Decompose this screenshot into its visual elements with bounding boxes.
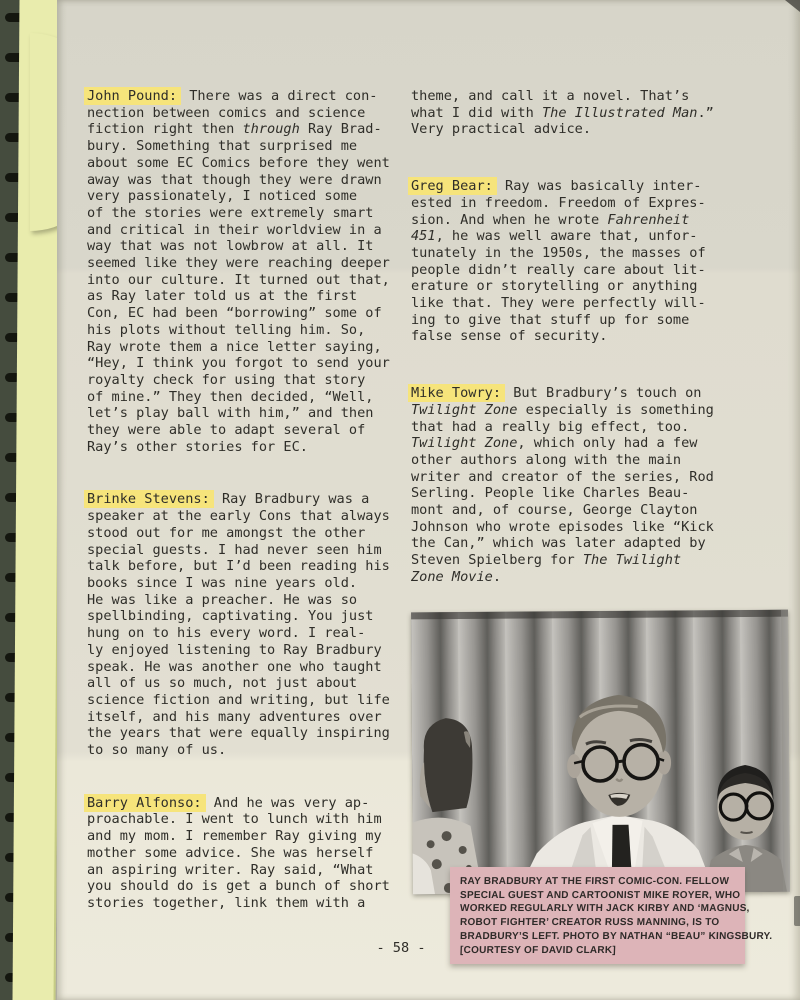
text-line: 451, he was well aware that, unfor-	[411, 228, 698, 245]
text-line: tunately in the 1950s, the masses of	[411, 244, 706, 261]
text-line: into our culture. It turned out that,	[87, 271, 390, 288]
text-line: Con, EC had been “borrowing” some of	[87, 305, 382, 322]
text-line: very passionately, I noticed some	[87, 188, 358, 205]
text-line: sion. And when he wrote Fahrenheit	[411, 211, 690, 228]
text-line: Ray’s other stories for EC.	[87, 438, 308, 455]
text-line: an aspiring writer. Ray said, “What	[87, 861, 374, 878]
text-line: writer and creator of the series, Rod	[411, 468, 714, 485]
scan-corner-artifact	[785, 0, 800, 12]
text-line: royalty check for using that story	[87, 371, 366, 388]
interview-block	[87, 88, 409, 455]
interview-block	[87, 795, 409, 912]
text-line: Barry Alfonso: And he was very ap-	[87, 795, 409, 812]
speaker-highlight: Mike Towry:	[408, 384, 505, 402]
text-line: ing to give that stuff up for some	[411, 311, 690, 328]
text-line: fiction right then through Ray Brad-	[87, 121, 382, 138]
speaker-highlight: Brinke Stevens:	[84, 490, 214, 508]
text-line: proachable. I went to lunch with him	[87, 811, 382, 828]
text-line: of the stories were extremely smart	[87, 204, 374, 221]
caption-line: BRADBURY’S LEFT. PHOTO BY NATHAN “BEAU” KINGSBURY.	[459, 930, 773, 942]
text-line: books since I was nine years old.	[87, 574, 358, 591]
text-line: stood out for me amongst the other	[87, 524, 366, 541]
text-line: that had a really big effect, too.	[411, 418, 690, 435]
text-line: mother some advice. She was herself	[87, 844, 374, 861]
text-line: as Ray later told us at the first	[87, 288, 358, 305]
text-line: Serling. People like Charles Beau-	[411, 485, 690, 502]
text-line: Johnson who wrote episodes like “Kick	[411, 518, 714, 535]
text-line: John Pound: There was a direct con-	[87, 88, 409, 105]
interview-block	[411, 178, 745, 345]
bradbury-photo	[411, 610, 790, 895]
text-line: Ray wrote them a nice letter saying,	[87, 338, 382, 355]
caption-line: RAY BRADBURY AT THE FIRST COMIC-CON. FELLOW	[459, 876, 730, 887]
text-line: spellbinding, captivating. You just	[87, 608, 374, 625]
scan-edge-artifact	[794, 896, 800, 926]
text-line: what I did with The Illustrated Man.”	[411, 104, 714, 121]
bradbury-photo-illustration	[411, 610, 790, 895]
text-line: Brinke Stevens: Ray Bradbury was a	[87, 491, 409, 508]
speaker-highlight: John Pound:	[84, 87, 181, 105]
text-line: and my mom. I remember Ray giving my	[87, 828, 382, 845]
text-line: his plots without telling him. So,	[87, 321, 366, 338]
text-line: itself, and his many adventures over	[87, 708, 382, 725]
text-line: science fiction and writing, but life	[87, 691, 390, 708]
text-line: like that. They were perfectly will-	[411, 295, 706, 312]
text-line: Twilight Zone, which only had a few	[411, 435, 698, 452]
interview-column-right	[411, 88, 745, 586]
page-number: - 58 -	[376, 940, 426, 956]
text-line: you should do is get a bunch of short	[87, 878, 390, 895]
interview-block	[411, 385, 745, 585]
text-line: all of us so much, not just about	[87, 675, 358, 692]
text-line: away was that though they were drawn	[87, 171, 382, 188]
text-line: the Can,” which was later adapted by	[411, 535, 706, 552]
text-line: Zone Movie.	[411, 568, 502, 585]
speaker-highlight: Greg Bear:	[408, 177, 497, 195]
text-line: Mike Towry: But Bradbury’s touch on	[411, 385, 745, 402]
interview-block	[87, 491, 409, 758]
text-line: bury. Something that surprised me	[87, 138, 358, 155]
text-line: nection between comics and science	[87, 104, 366, 121]
text-line: way that was not lowbrow at all. It	[87, 238, 374, 255]
text-line: special guests. I had never seen him	[87, 541, 382, 558]
photo-caption	[450, 867, 773, 964]
text-line: other authors along with the main	[411, 451, 682, 468]
text-line: speak. He was another one who taught	[87, 658, 382, 675]
interview-column-left	[87, 88, 409, 912]
text-line: talk before, but I’d been reading his	[87, 558, 390, 575]
caption-line: ROBOT FIGHTER’ CREATOR RUSS MANNING, IS TO	[459, 917, 720, 929]
text-line: Greg Bear: Ray was basically inter-	[411, 178, 745, 195]
text-line: Very practical advice.	[411, 121, 592, 138]
text-line: He was like a preacher. He was so	[87, 591, 358, 608]
text-line: people didn’t really care about lit-	[411, 261, 706, 278]
text-line: false sense of security.	[411, 328, 608, 345]
text-line: erature or storytelling or anything	[411, 278, 698, 295]
text-line: seemed like they were reaching deeper	[87, 255, 390, 272]
text-line: to so many of us.	[87, 742, 227, 759]
text-line: let’s play ball with him,” and then	[87, 405, 374, 422]
text-line: of mine.” They then decided, “Well,	[87, 388, 374, 405]
caption-line: WORKED REGULARLY WITH JACK KIRBY AND ‘MAGNUS,	[459, 903, 750, 915]
text-line: “Hey, I think you forgot to send your	[87, 355, 390, 372]
text-line: and critical in their worldview in a	[87, 221, 382, 238]
speaker-highlight: Barry Alfonso:	[84, 794, 206, 812]
text-line: ly enjoyed listening to Ray Bradbury	[87, 641, 382, 658]
caption-line: SPECIAL GUEST AND CARTOONIST MIKE ROYER, WHO	[459, 889, 741, 901]
text-line: mont and, of course, George Clayton	[411, 502, 698, 519]
text-line: Twilight Zone especially is something	[411, 401, 714, 418]
text-line: about some EC Comics before they went	[87, 154, 390, 171]
text-line: stories together, link them with a	[87, 894, 366, 911]
caption-line: [COURTESY OF DAVID CLARK]	[459, 944, 617, 956]
interview-block	[411, 88, 745, 138]
text-line: speaker at the early Cons that always	[87, 508, 390, 525]
text-line: ested in freedom. Freedom of Expres-	[411, 194, 706, 211]
text-line: hung on to his every word. I real-	[87, 625, 366, 642]
text-line: the years that were equally inspiring	[87, 725, 390, 742]
text-line: theme, and call it a novel. That’s	[411, 88, 690, 104]
text-line: Steven Spielberg for The Twilight	[411, 552, 682, 569]
text-line: they were able to adapt several of	[87, 422, 366, 439]
